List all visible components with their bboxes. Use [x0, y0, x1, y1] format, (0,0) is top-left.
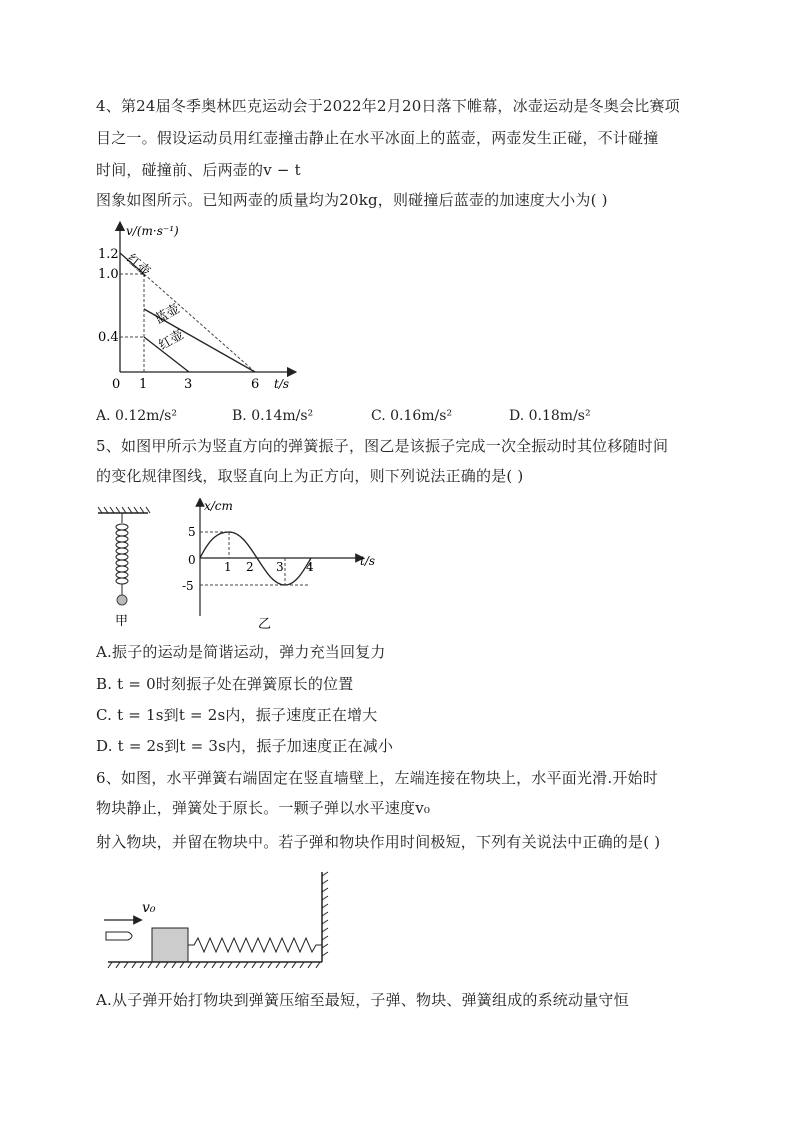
bullet-block-spring-figure: [100, 868, 350, 978]
xt-y-label: x/cm: [204, 499, 233, 513]
xt-x-tick-3: 3: [276, 560, 284, 574]
q5-line-2: 的变化规律图线，取竖直向上为正方向，则下列说法正确的是( ): [96, 467, 524, 485]
vt-y-tick-0.4: 0.4: [98, 330, 119, 345]
q5-option-b[interactable]: B. t = 0时刻振子处在弹簧原长的位置: [96, 675, 354, 693]
xt-x-tick-2: 2: [246, 560, 254, 574]
xt-y-tick--5: -5: [182, 579, 194, 593]
vt-x-tick-1: 1: [139, 377, 148, 392]
q6-option-a[interactable]: A.从子弹开始打物块到弹簧压缩至最短，子弹、物块、弹簧组成的系统动量守恒: [96, 991, 629, 1009]
spring-oscillator-figure: [96, 505, 156, 635]
q4-option-c[interactable]: C. 0.16m/s²: [371, 408, 453, 424]
label-red-after: 红壶: [156, 327, 187, 354]
bullet: [106, 932, 132, 940]
q4-option-d[interactable]: D. 0.18m/s²: [509, 408, 591, 424]
xt-graph: [180, 498, 380, 638]
xt-y-tick-5: 5: [188, 525, 196, 539]
label-blue: 蓝壶: [152, 301, 183, 328]
q4-line-3: 时间，碰撞前、后两壶的v − t: [96, 161, 301, 179]
label-red-before: 红壶: [123, 251, 153, 280]
q5-option-c[interactable]: C. t = 1s到t = 2s内，振子速度正在增大: [96, 706, 378, 724]
q5-line-1: 5、如图甲所示为竖直方向的弹簧振子，图乙是该振子完成一次全振动时其位移随时间: [96, 437, 669, 455]
fig-yi-label: 乙: [258, 617, 272, 632]
xt-x-label: t/s: [360, 554, 376, 568]
block: [152, 928, 188, 962]
velocity-label: v₀: [142, 900, 156, 916]
xt-y-tick-0: 0: [188, 553, 196, 567]
q5-option-d[interactable]: D. t = 2s到t = 3s内，振子加速度正在减小: [96, 737, 394, 755]
oscillator-ball: [117, 595, 127, 605]
vt-y-tick-1.0: 1.0: [98, 267, 119, 282]
q4-line-1: 4、第24届冬季奥林匹克运动会于2022年2月20日落下帷幕，冰壶运动是冬奥会比赛项: [96, 97, 680, 115]
q4-line-2: 目之一。假设运动员用红壶撞击静止在水平冰面上的蓝壶，两壶发生正碰，不计碰撞: [96, 129, 659, 147]
xt-x-tick-1: 1: [224, 560, 232, 574]
q4-option-a[interactable]: A. 0.12m/s²: [96, 408, 177, 424]
fig-jia-label: 甲: [115, 614, 129, 629]
vt-x-tick-0: 0: [112, 377, 121, 392]
spring: [188, 938, 322, 952]
vt-x-tick-3: 3: [184, 377, 193, 392]
q4-option-b[interactable]: B. 0.14m/s²: [232, 408, 314, 424]
q5-option-a[interactable]: A.振子的运动是简谐运动，弹力充当回复力: [96, 643, 386, 661]
vt-x-tick-6: 6: [251, 377, 260, 392]
xt-x-tick-4: 4: [306, 560, 314, 574]
q6-line-2: 物块静止，弹簧处于原长。一颗子弹以水平速度v₀: [96, 799, 431, 817]
q4-line-4: 图象如图所示。已知两壶的质量均为20kg，则碰撞后蓝壶的加速度大小为( ): [96, 191, 608, 209]
vt-x-label: t/s: [274, 377, 290, 391]
vt-y-tick-1.2: 1.2: [98, 247, 119, 262]
q6-line-3: 射入物块，并留在物块中。若子弹和物块作用时间极短，下列有关说法中正确的是( ): [96, 833, 661, 851]
vt-graph: [96, 220, 306, 395]
vt-y-label: v/(m·s⁻¹): [126, 224, 179, 238]
q6-line-1: 6、如图，水平弹簧右端固定在竖直墙壁上，左端连接在物块上，水平面光滑.开始时: [96, 769, 658, 787]
